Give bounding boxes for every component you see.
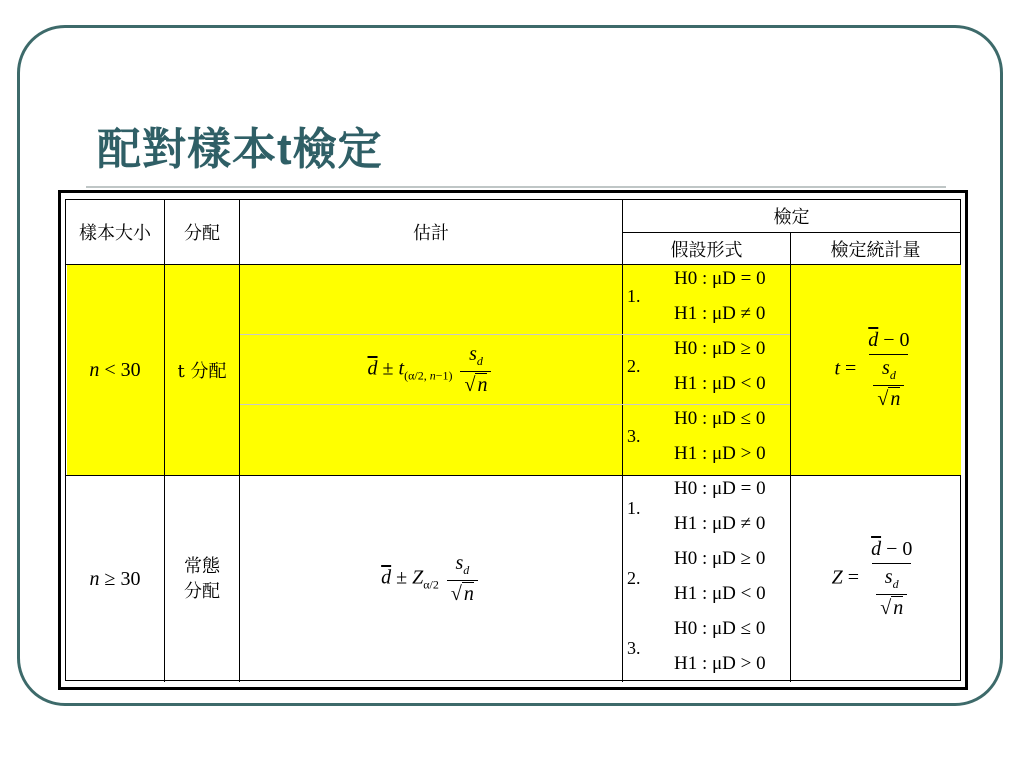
hypothesis-alt: H1 : μD > 0 <box>674 443 766 464</box>
cell-sample-size-small <box>66 265 164 475</box>
header-estimate: 估計 <box>413 223 449 244</box>
hypothesis-null: H0 : μD = 0 <box>674 478 766 499</box>
statistic-formula-z: Z = $\frac{\overline{d} - 0}{\frac{s_d}{√ n}}$ <box>831 538 913 619</box>
table-grid <box>65 199 961 681</box>
header-hypothesis-form: 假設形式 <box>670 239 743 261</box>
distribution-normal-line1: 常態 <box>184 555 220 577</box>
estimate-formula-t: $\overline{d} \pm t_{(\alpha/2, n-1)}$ $\frac{s_d}{√ n}$ <box>368 343 495 397</box>
sample-size-ge-30: n ≥ 30 <box>89 567 141 590</box>
title-text-t: t <box>277 125 293 174</box>
page-title <box>97 124 383 175</box>
hypothesis-number: 3. <box>627 638 641 658</box>
cell-distribution-normal <box>165 476 239 682</box>
hypothesis-number: 1. <box>627 286 641 306</box>
hypothesis-alt: H1 : μD ≠ 0 <box>674 513 766 534</box>
header-test-statistic: 檢定統計量 <box>830 239 921 261</box>
cell-statistic-z <box>791 476 960 682</box>
title-underline <box>86 186 946 188</box>
hypothesis-number: 1. <box>627 498 641 518</box>
cell-sample-size-large <box>66 476 164 682</box>
hypothesis-number: 2. <box>627 356 641 376</box>
grid-vline <box>622 200 623 682</box>
distribution-normal-line2: 分配 <box>184 581 220 602</box>
hypothesis-null: H0 : μD ≥ 0 <box>674 548 766 569</box>
statistic-formula-t: t = $\frac{\overline{d} - 0}{\frac{s_d}{√ n}}$ <box>834 329 910 410</box>
hypothesis-alt: H1 : μD ≠ 0 <box>674 303 766 324</box>
paired-t-test-table <box>58 190 968 690</box>
hypothesis-alt: H1 : μD < 0 <box>674 583 766 604</box>
header-sample-size: 樣本大小 <box>79 223 151 244</box>
title-text-pre: 配對樣本 <box>97 124 277 175</box>
hypothesis-number: 2. <box>627 568 641 588</box>
hypothesis-number: 3. <box>627 426 641 446</box>
hypothesis-null: H0 : μD ≤ 0 <box>674 618 766 639</box>
sample-size-lt-30: n < 30 <box>89 358 141 381</box>
cell-statistic-t <box>791 265 960 475</box>
hypothesis-null: H0 : μD ≥ 0 <box>674 338 766 359</box>
hypothesis-null: H0 : μD = 0 <box>674 268 766 289</box>
title-text-post: 檢定 <box>292 124 383 175</box>
header-distribution: 分配 <box>184 223 220 244</box>
hypothesis-null: H0 : μD ≤ 0 <box>674 408 766 429</box>
cell-distribution-t: t 分配 <box>177 361 227 382</box>
hypothesis-alt: H1 : μD > 0 <box>674 653 766 674</box>
cell-estimate-z <box>240 476 622 682</box>
estimate-formula-z: $\overline{d} \pm Z_{\alpha/2}$ $\frac{s_d}{√ n}$ <box>381 552 481 606</box>
header-test: 檢定 <box>773 207 810 228</box>
hypothesis-alt: H1 : μD < 0 <box>674 373 766 394</box>
cell-estimate-t <box>240 265 622 475</box>
